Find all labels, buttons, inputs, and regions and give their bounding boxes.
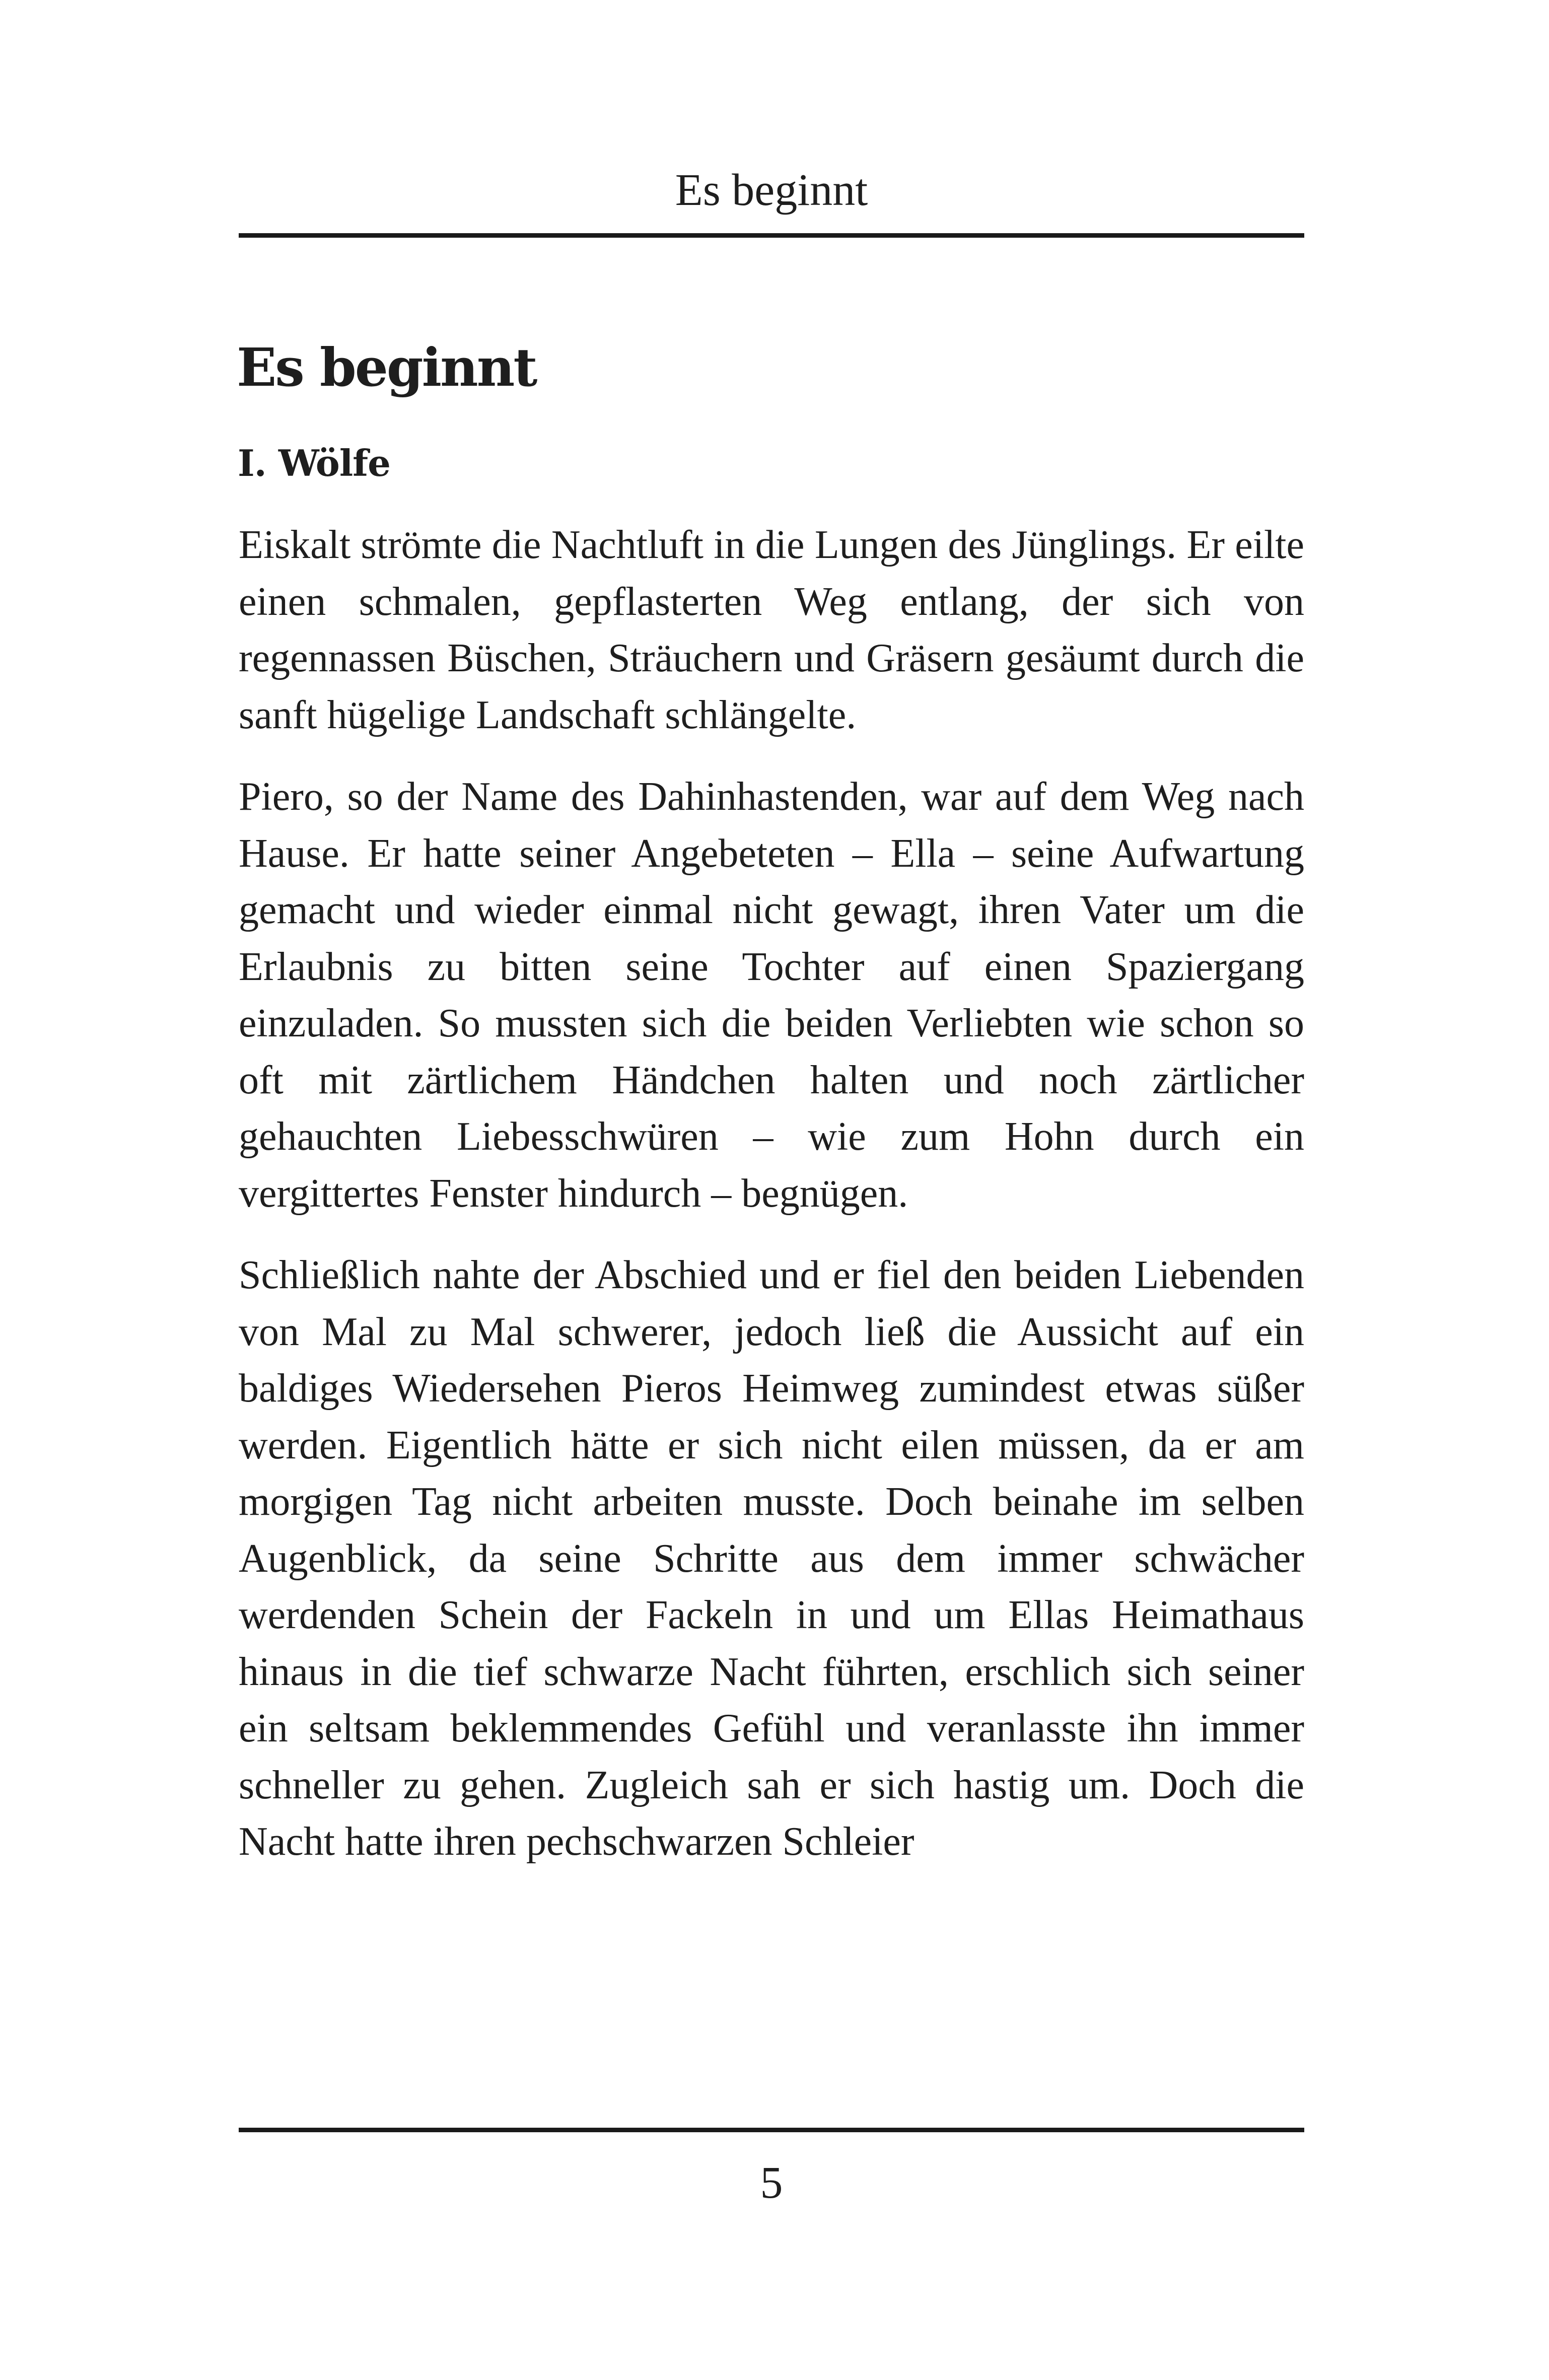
header-rule: [239, 233, 1304, 238]
paragraph-1: Eiskalt strömte die Nachtluft in die Lungen des Jünglings. Er eilte einen schmalen, gepflasterten Weg entlang, der sich von regennassen Büschen, Sträuchern und Gräsern gesäumt durch die sanft hügelige Landschaft schlängelte.: [239, 523, 1304, 737]
chapter-title: Es beginnt: [237, 336, 536, 398]
body-text: [239, 517, 1304, 1896]
footer-rule: [239, 2128, 1304, 2132]
section-title: I. Wölfe: [238, 442, 390, 484]
paragraph-2: Piero, so der Name des Dahinhastenden, war auf dem Weg nach Hause. Er hatte seiner Angebeteten – Ella – seine Aufwartung gemacht und wieder einmal nicht gewagt, ihren Vater um die Erlaubnis zu bitten seine Tochter auf einen Spaziergang einzuladen. So mussten sich die beiden Verliebten wie schon so oft mit zärtlichem Händchen halten und noch zärtlicher gehauchten Liebesschwüren – wie zum Hohn durch ein vergittertes Fenster hindurch – begnügen.: [239, 775, 1304, 1216]
paragraph-3: Schließlich nahte der Abschied und er fiel den beiden Liebenden von Mal zu Mal schwerer, jedoch ließ die Aussicht auf ein baldiges Wiedersehen Pieros Heimweg zumindest etwas süßer werden. Eigentlich hätte er sich nicht eilen müssen, da er am morgigen Tag nicht arbeiten musste. Doch beinahe im selben Augenblick, da seine Schritte aus dem immer schwächer werdenden Schein der Fackeln in und um Ellas Heimathaus hinaus in die tief schwarze Nacht führten, erschlich sich seiner ein seltsam beklemmendes Gefühl und veranlasste ihn immer schneller zu gehen. Zugleich sah er sich hastig um. Doch die Nacht hatte ihren pechschwarzen Schleier: [239, 1253, 1304, 1864]
page-number: 5: [760, 2158, 783, 2208]
running-header-title: Es beginnt: [675, 165, 868, 215]
